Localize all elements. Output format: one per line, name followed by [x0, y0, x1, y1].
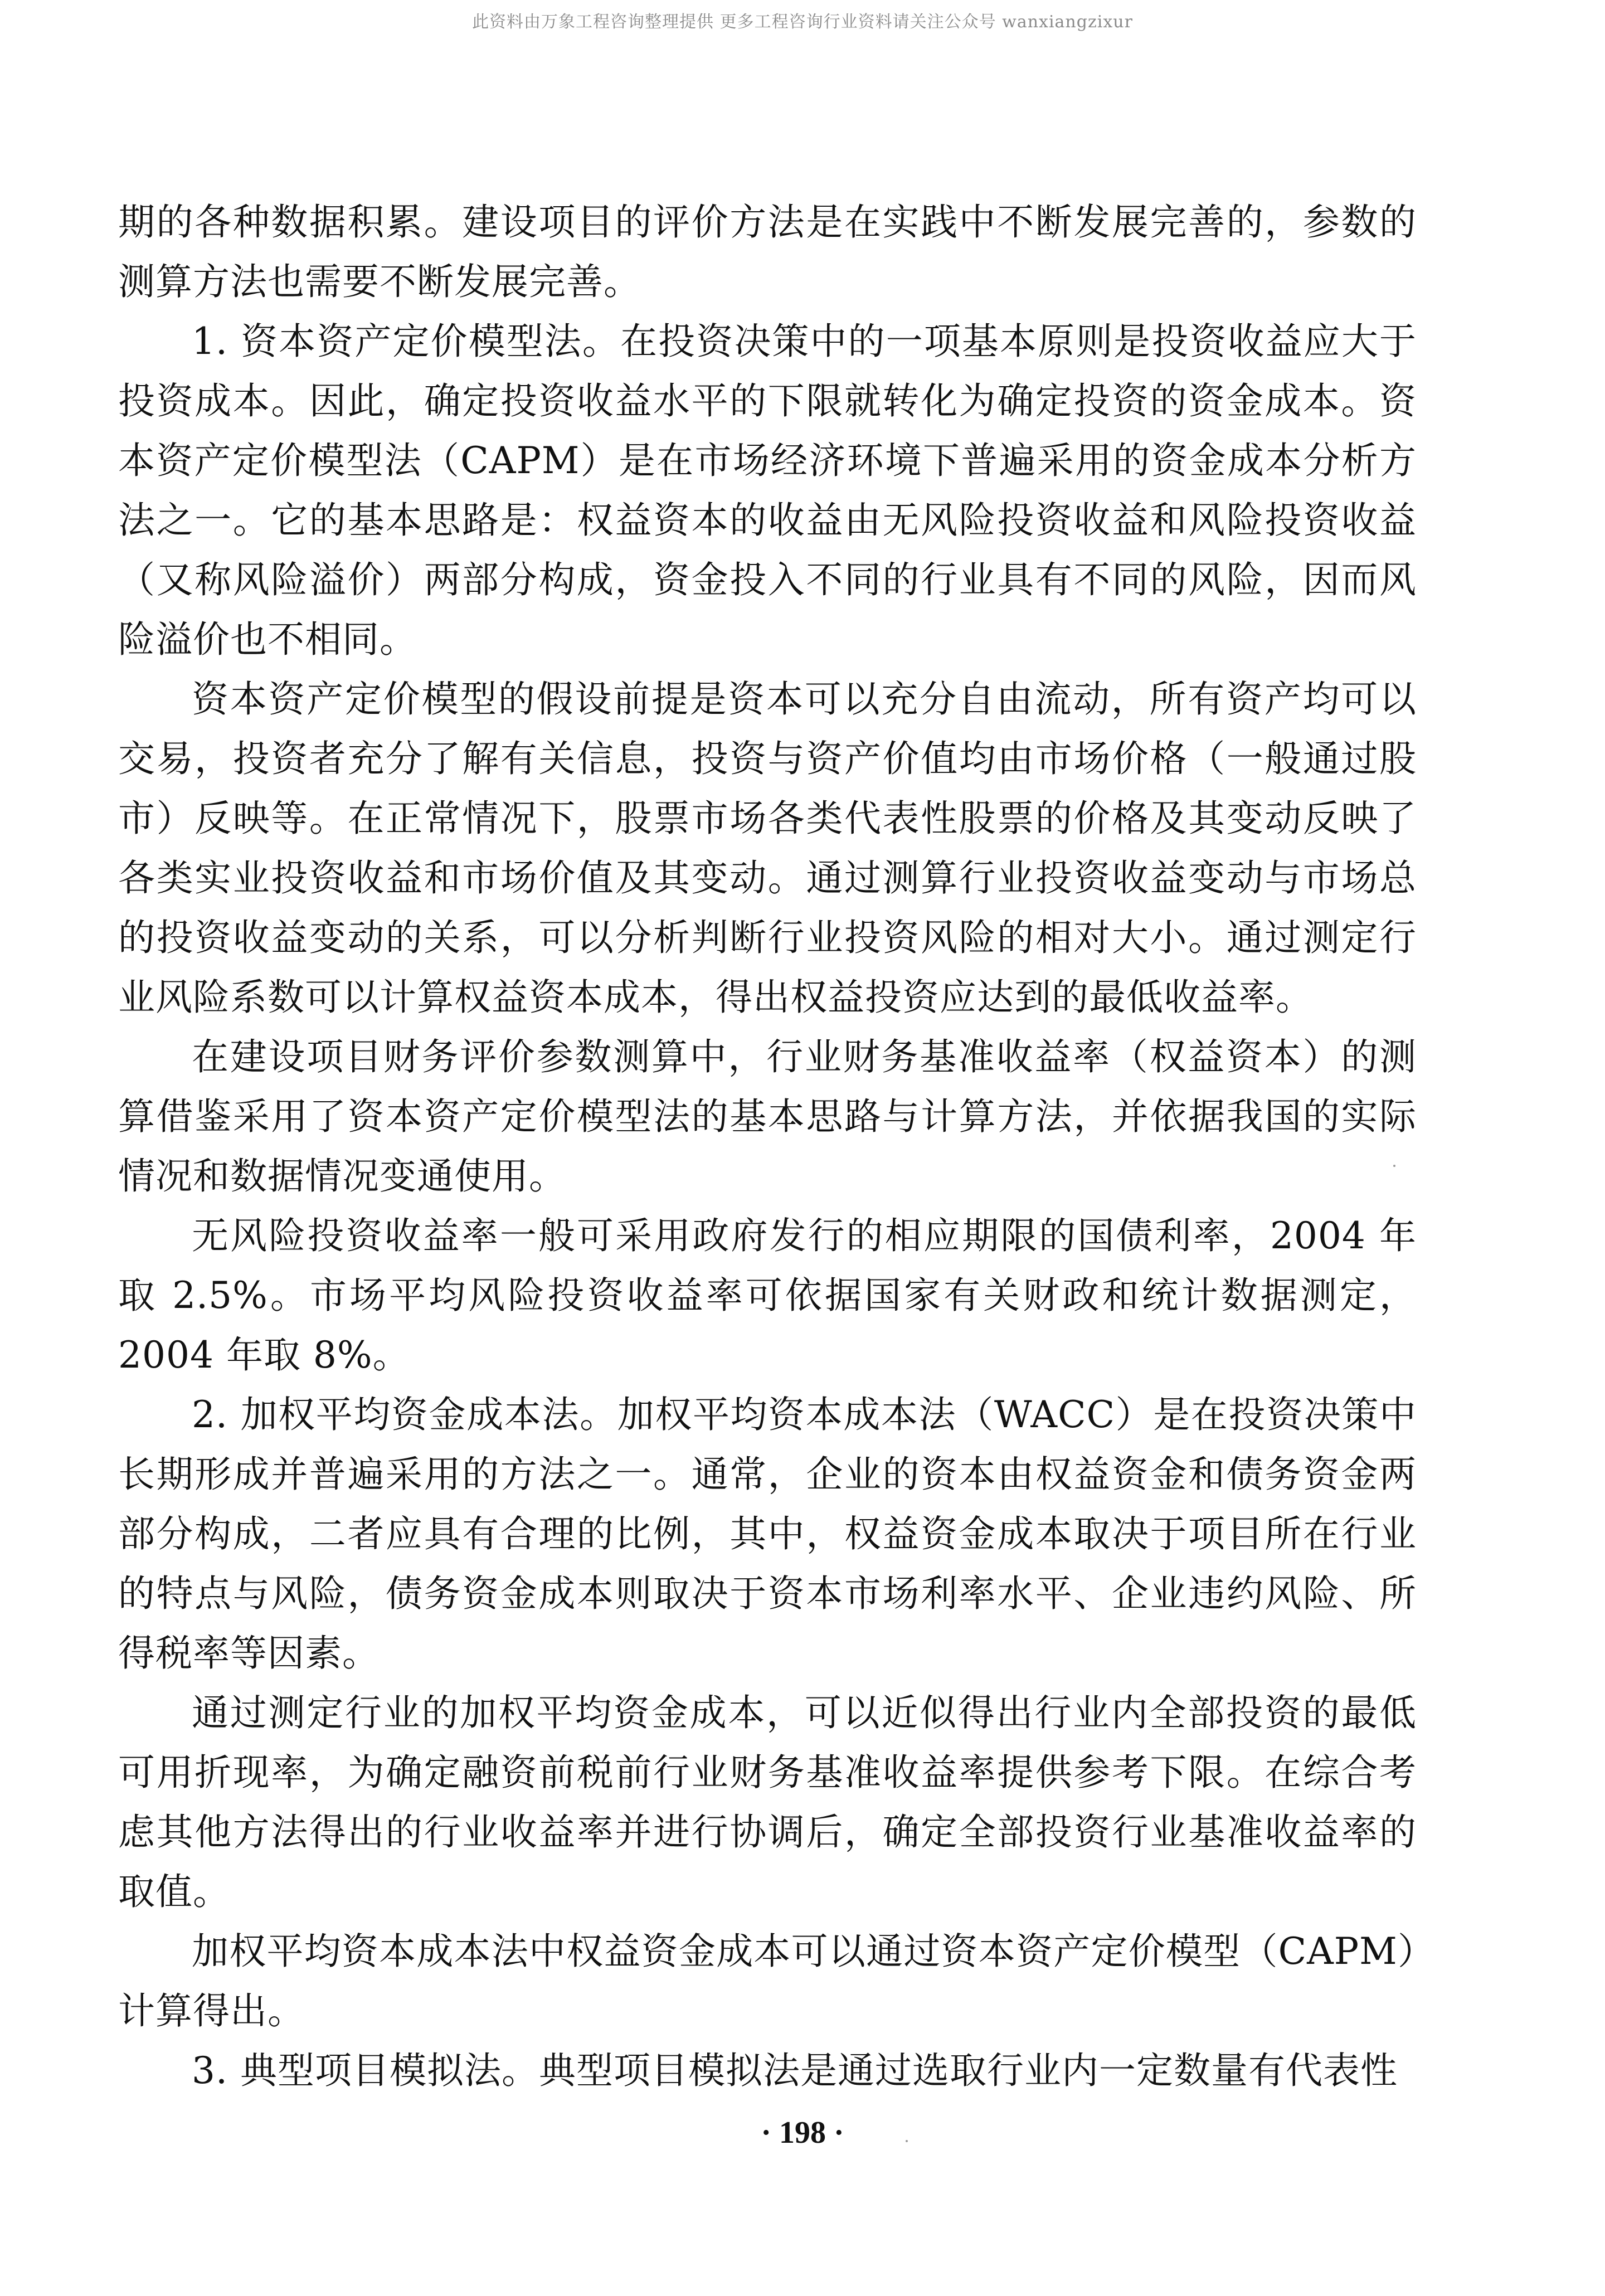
document-body	[118, 192, 1417, 2100]
paragraph-8: 加权平均资本成本法中权益资金成本可以通过资本资产定价模型（CAPM）计算得出。	[118, 1930, 1417, 2032]
watermark-header: 此资料由万象工程咨询整理提供 更多工程咨询行业资料请关注公众号 wanxiangzixur	[472, 12, 1133, 32]
paragraph-9: 3. 典型项目模拟法。典型项目模拟法是通过选取行业内一定数量有代表性	[192, 2049, 1398, 2092]
paragraph-7: 通过测定行业的加权平均资金成本，可以近似得出行业内全部投资的最低可用折现率，为确定融资前税前行业财务基准收益率提供参考下限。在综合考虑其他方法得出的行业收益率并进行协调后，确定全部投资行业基准收益率的取值。	[118, 1691, 1417, 1913]
paragraph-5: 无风险投资收益率一般可采用政府发行的相应期限的国债利率，2004 年取 2.5%。市场平均风险投资收益率可依据国家有关财政和统计数据测定，2004 年取 8%。	[118, 1214, 1417, 1376]
page-number: · 198 ·	[761, 2115, 844, 2150]
paragraph-3: 资本资产定价模型的假设前提是资本可以充分自由流动，所有资产均可以交易，投资者充分了解有关信息，投资与资产价值均由市场价格（一般通过股市）反映等。在正常情况下，股票市场各类代表性股票的价格及其变动反映了各类实业投资收益和市场价值及其变动。通过测算行业投资收益变动与市场总的投资收益变动的关系，可以分析判断行业投资风险的相对大小。通过测定行业风险系数可以计算权益资本成本，得出权益投资应达到的最低收益率。	[118, 678, 1417, 1019]
paragraph-1: 期的各种数据积累。建设项目的评价方法是在实践中不断发展完善的，参数的测算方法也需要不断发展完善。	[118, 201, 1417, 303]
paragraph-6: 2. 加权平均资金成本法。加权平均资本成本法（WACC）是在投资决策中长期形成并普遍采用的方法之一。通常，企业的资本由权益资金和债务资金两部分构成，二者应具有合理的比例，其中，权益资金成本取决于项目所在行业的特点与风险，债务资金成本则取决于资本市场利率水平、企业违约风险、所得税率等因素。	[118, 1393, 1417, 1675]
scan-speck	[906, 2140, 908, 2142]
paragraph-4: 在建设项目财务评价参数测算中，行业财务基准收益率（权益资本）的测算借鉴采用了资本资产定价模型法的基本思路与计算方法，并依据我国的实际情况和数据情况变通使用。	[118, 1035, 1417, 1198]
scan-speck	[1393, 1165, 1395, 1167]
paragraph-2: 1. 资本资产定价模型法。在投资决策中的一项基本原则是投资收益应大于投资成本。因此，确定投资收益水平的下限就转化为确定投资的资金成本。资本资产定价模型法（CAPM）是在市场经济环境下普遍采用的资金成本分析方法之一。它的基本思路是：权益资本的收益由无风险投资收益和风险投资收益（又称风险溢价）两部分构成，资金投入不同的行业具有不同的风险，因而风险溢价也不相同。	[118, 320, 1417, 661]
